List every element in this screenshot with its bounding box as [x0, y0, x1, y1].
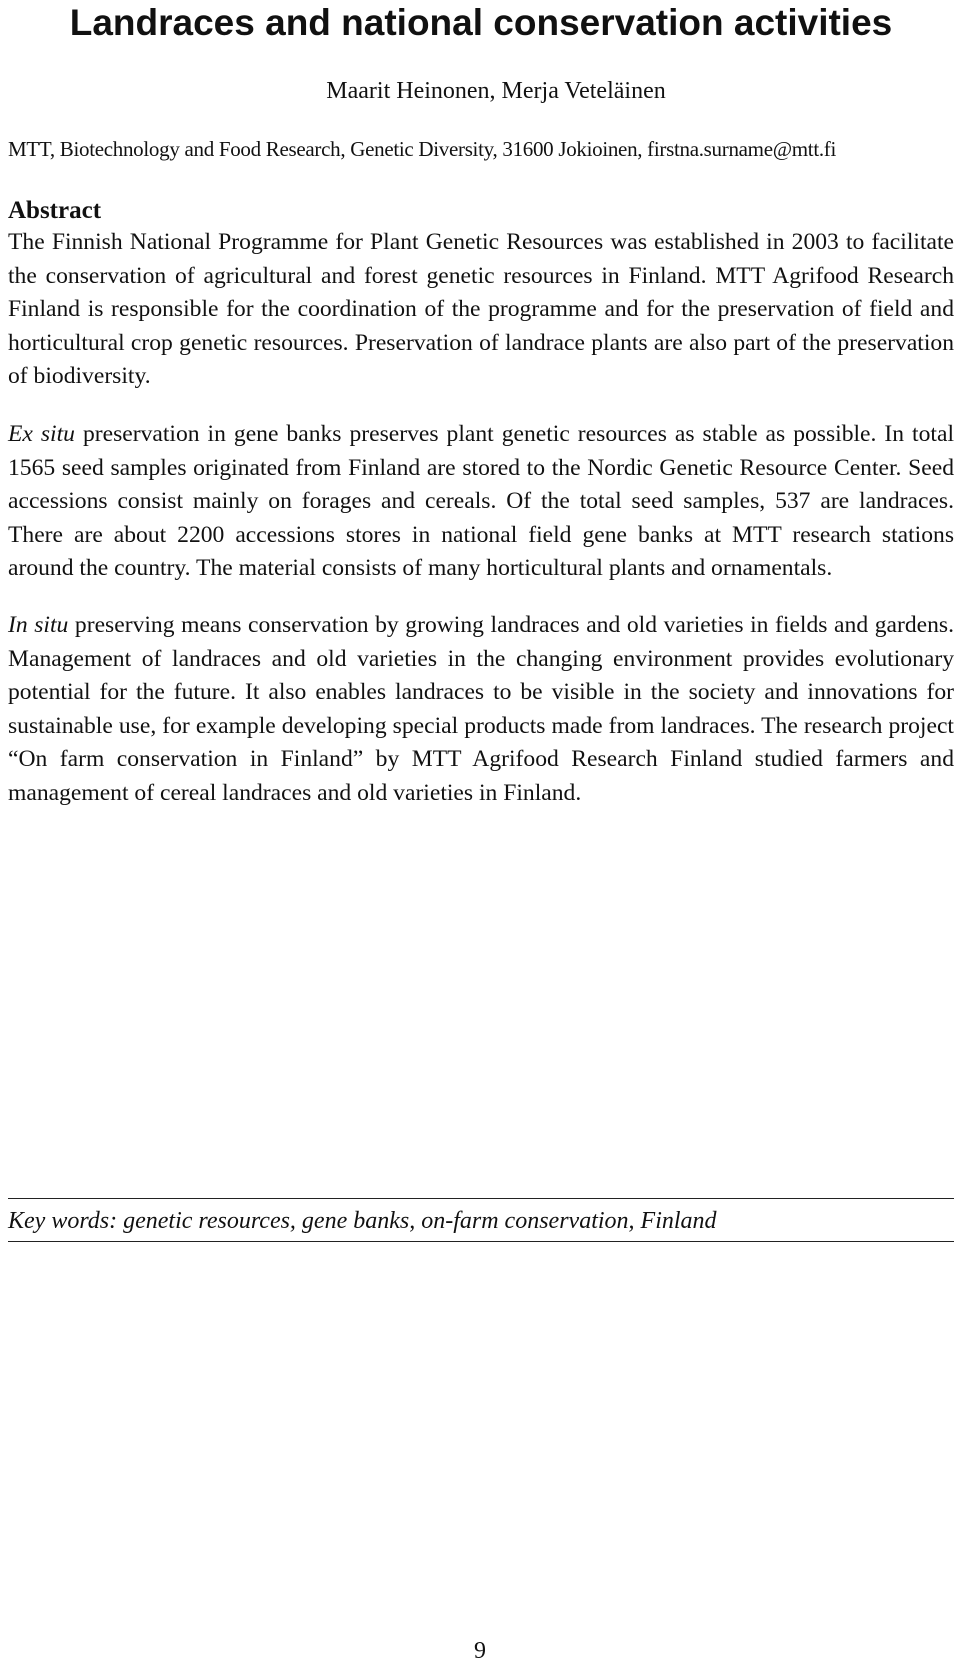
abstract-heading: Abstract	[8, 197, 102, 224]
keywords-block	[8, 1198, 954, 1242]
abstract-paragraph-3	[8, 609, 954, 811]
abstract-paragraph-1: The Finnish National Programme for Plant Genetic Resources was established in 2003 to facilitate the conservation of agricultural and forest genetic resources in Finland. MTT Agrifood Research Finland is responsible for the coordination of the programme and for the preservation of field and horticultural crop genetic resources. Preservation of landrace plants are also part of the preservation of biodiversity.	[8, 229, 954, 390]
document-page	[8, 0, 954, 811]
authors: Maarit Heinonen, Merja Veteläinen	[326, 78, 666, 104]
paragraph-3-body: preserving means conservation by growing landraces and old varieties in fields and gardens. Management of landraces and old varieties in the changing environment provides evolutionary potential for the future. It also enables landraces to be visible in the society and innovations for sustainable use, for example developing special products made from landraces. The research project “On farm conservation in Finland” by MTT Agrifood Research Finland studied farmers and management of cereal landraces and old varieties in Finland.	[8, 611, 954, 806]
keywords: Key words: genetic resources, gene banks, on-farm conservation, Finland	[8, 1208, 717, 1234]
abstract-paragraph-2	[8, 418, 954, 586]
paper-title: Landraces and national conservation activities	[69, 2, 893, 43]
paragraph-2-body: preservation in gene banks preserves plant genetic resources as stable as possible. In total 1565 seed samples originated from Finland are stored to the Nordic Genetic Resource Center. Seed accessions consist mainly on forages and cereals. Of the total seed samples, 537 are landraces. There are about 2200 accessions stores in national field gene banks at MTT research stations around the country. The material consists of many horticultural plants and ornamentals.	[8, 420, 954, 582]
ex-situ-term: Ex situ	[8, 420, 75, 447]
keywords-bottom-rule	[8, 1241, 954, 1242]
in-situ-term: In situ	[8, 611, 69, 638]
affiliation: MTT, Biotechnology and Food Research, Genetic Diversity, 31600 Jokioinen, firstna.surname@mtt.fi	[8, 137, 837, 161]
page-number: 9	[474, 1638, 486, 1664]
